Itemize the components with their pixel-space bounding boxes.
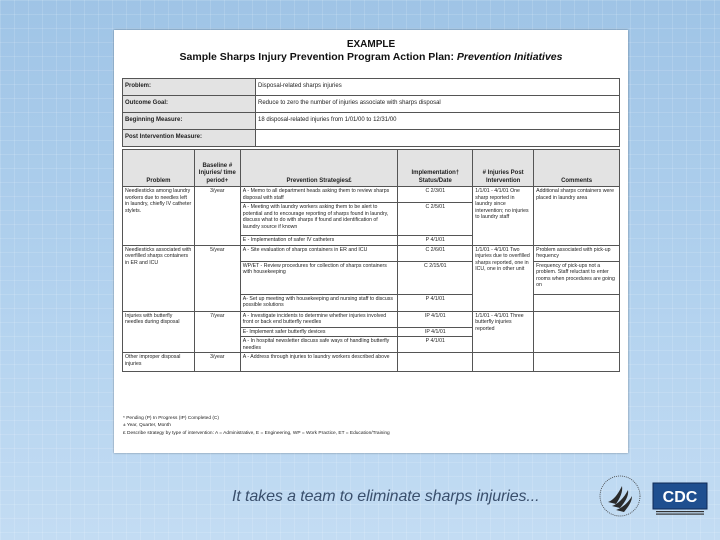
- cdc-logo-icon: [652, 482, 708, 516]
- footnote-time: ± Year, Quarter, Month: [123, 423, 171, 429]
- table-header-row: [123, 150, 620, 187]
- strategy-cell: A - Meeting with laundry workers asking them to be alert to potential and to encourage reporting of sharps found in laundry, discuss what to do with sharps if found and identification of laundry source if known: [240, 203, 398, 236]
- strategy-cell: A - Investigate incidents to determine whether injuries involved front or back end butterfly needles: [240, 311, 398, 327]
- summary-row-problem: Problem: Disposal-related sharps injuries: [123, 79, 620, 96]
- header-post-intervention: # Injuries Post Intervention: [473, 150, 534, 187]
- header-baseline: Baseline # Injuries/ time period+: [194, 150, 240, 187]
- strategy-cell: E- Implement safer butterfly devices: [240, 327, 398, 337]
- header-comments: Comments: [534, 150, 620, 187]
- table-row: [123, 245, 620, 261]
- post-intervention-cell: 1/1/01 - 4/1/01 Two injuries due to overfilled sharps reported, one in ICU, one in other unit: [473, 245, 534, 311]
- table-row: [123, 187, 620, 203]
- strategy-cell: A - Memo to all department heads asking them to review sharps disposal with staff: [240, 187, 398, 203]
- status-cell: [398, 353, 473, 372]
- strategy-cell: A- Set up meeting with housekeeping and nursing staff to discuss possible solutions: [240, 294, 398, 311]
- problem-cell: Needlesticks among laundry workers due to needles left in laundry, chiefly IV catheter stylets.: [123, 187, 195, 246]
- status-cell: IP 4/1/01: [398, 311, 473, 327]
- status-cell: P 4/1/01: [398, 236, 473, 246]
- header-implementation: Implementation† Status/Date: [398, 150, 473, 187]
- document-header: [114, 39, 628, 63]
- status-cell: C 2/5/01: [398, 203, 473, 236]
- baseline-cell: 7/year: [194, 311, 240, 353]
- summary-row-post-measure: Post Intervention Measure:: [123, 130, 620, 147]
- post-intervention-cell: [473, 353, 534, 372]
- table-row: [123, 311, 620, 327]
- footnote-strategy: £ Describe strategy by type of intervention: A = Administrative, E = Engineering, WP = Work Practice, ET = Education/Training: [123, 430, 390, 436]
- problem-cell: Injuries with butterfly needles during disposal: [123, 311, 195, 353]
- action-plan-table: [122, 149, 620, 372]
- summary-row-outcome-goal: Outcome Goal: Reduce to zero the number of injuries associate with sharps disposal: [123, 96, 620, 113]
- comment-cell: Additional sharps containers were placed in laundry area: [534, 187, 620, 246]
- document-title-italic: Prevention Initiatives: [456, 51, 563, 63]
- document-title-example: EXAMPLE: [346, 39, 396, 50]
- status-cell: C 2/6/01: [398, 245, 473, 261]
- strategy-cell: WP/ET - Review procedures for collection of sharps containers with housekeeping: [240, 261, 398, 294]
- header-strategies: Prevention Strategies£: [240, 150, 398, 187]
- status-cell: IP 4/1/01: [398, 327, 473, 337]
- strategy-cell: A - In hospital newsletter discuss safe ways of handling butterfly needles: [240, 337, 398, 353]
- footnotes: [123, 415, 390, 437]
- baseline-cell: 3/year: [194, 187, 240, 246]
- strategy-cell: A - Site evaluation of sharps containers in ER and ICU: [240, 245, 398, 261]
- strategy-cell: E - Implementation of safer IV catheters: [240, 236, 398, 246]
- comment-cell: Frequency of pick-ups not a problem. Staff reluctant to enter rooms when procedures are going on: [534, 261, 620, 294]
- cdc-logo-text: CDC: [662, 489, 698, 506]
- document-title: Sample Sharps Injury Prevention Program Action Plan: Prevention Initiatives: [179, 51, 563, 63]
- comment-cell: [534, 353, 620, 372]
- post-intervention-cell: 1/1/01 - 4/1/01 Three butterfly injuries reported: [473, 311, 534, 353]
- baseline-cell: 3/year: [194, 353, 240, 372]
- problem-cell: Other improper disposal injuries: [123, 353, 195, 372]
- problem-cell: Needlesticks associated with overfilled sharps containers in ER and ICU: [123, 245, 195, 311]
- action-plan-document: [114, 30, 628, 453]
- comment-cell: Problem associated with pick-up frequency: [534, 245, 620, 261]
- header-problem: Problem: [123, 150, 195, 187]
- status-cell: P 4/1/01: [398, 337, 473, 353]
- hhs-eagle-logo-icon: [598, 472, 642, 520]
- strategy-cell: A - Address through injuries to laundry workers described above: [240, 353, 398, 372]
- footnote-status: * Pending (P) In Progress (IP) Completed (C): [123, 416, 219, 421]
- summary-table: [122, 78, 620, 147]
- post-intervention-cell: 1/1/01 - 4/1/01 One sharp reported in laundry since intervention; no injuries to laundry staff: [473, 187, 534, 246]
- table-row: [123, 353, 620, 372]
- baseline-cell: 5/year: [194, 245, 240, 311]
- comment-cell: [534, 294, 620, 311]
- comment-cell: [534, 311, 620, 353]
- tagline: It takes a team to eliminate sharps injuries...: [232, 488, 540, 505]
- status-cell: C 2/3/01: [398, 187, 473, 203]
- status-cell: C 2/15/01: [398, 261, 473, 294]
- status-cell: P 4/1/01: [398, 294, 473, 311]
- summary-row-beginning-measure: Beginning Measure: 18 disposal-related injuries from 1/01/00 to 12/31/00: [123, 113, 620, 130]
